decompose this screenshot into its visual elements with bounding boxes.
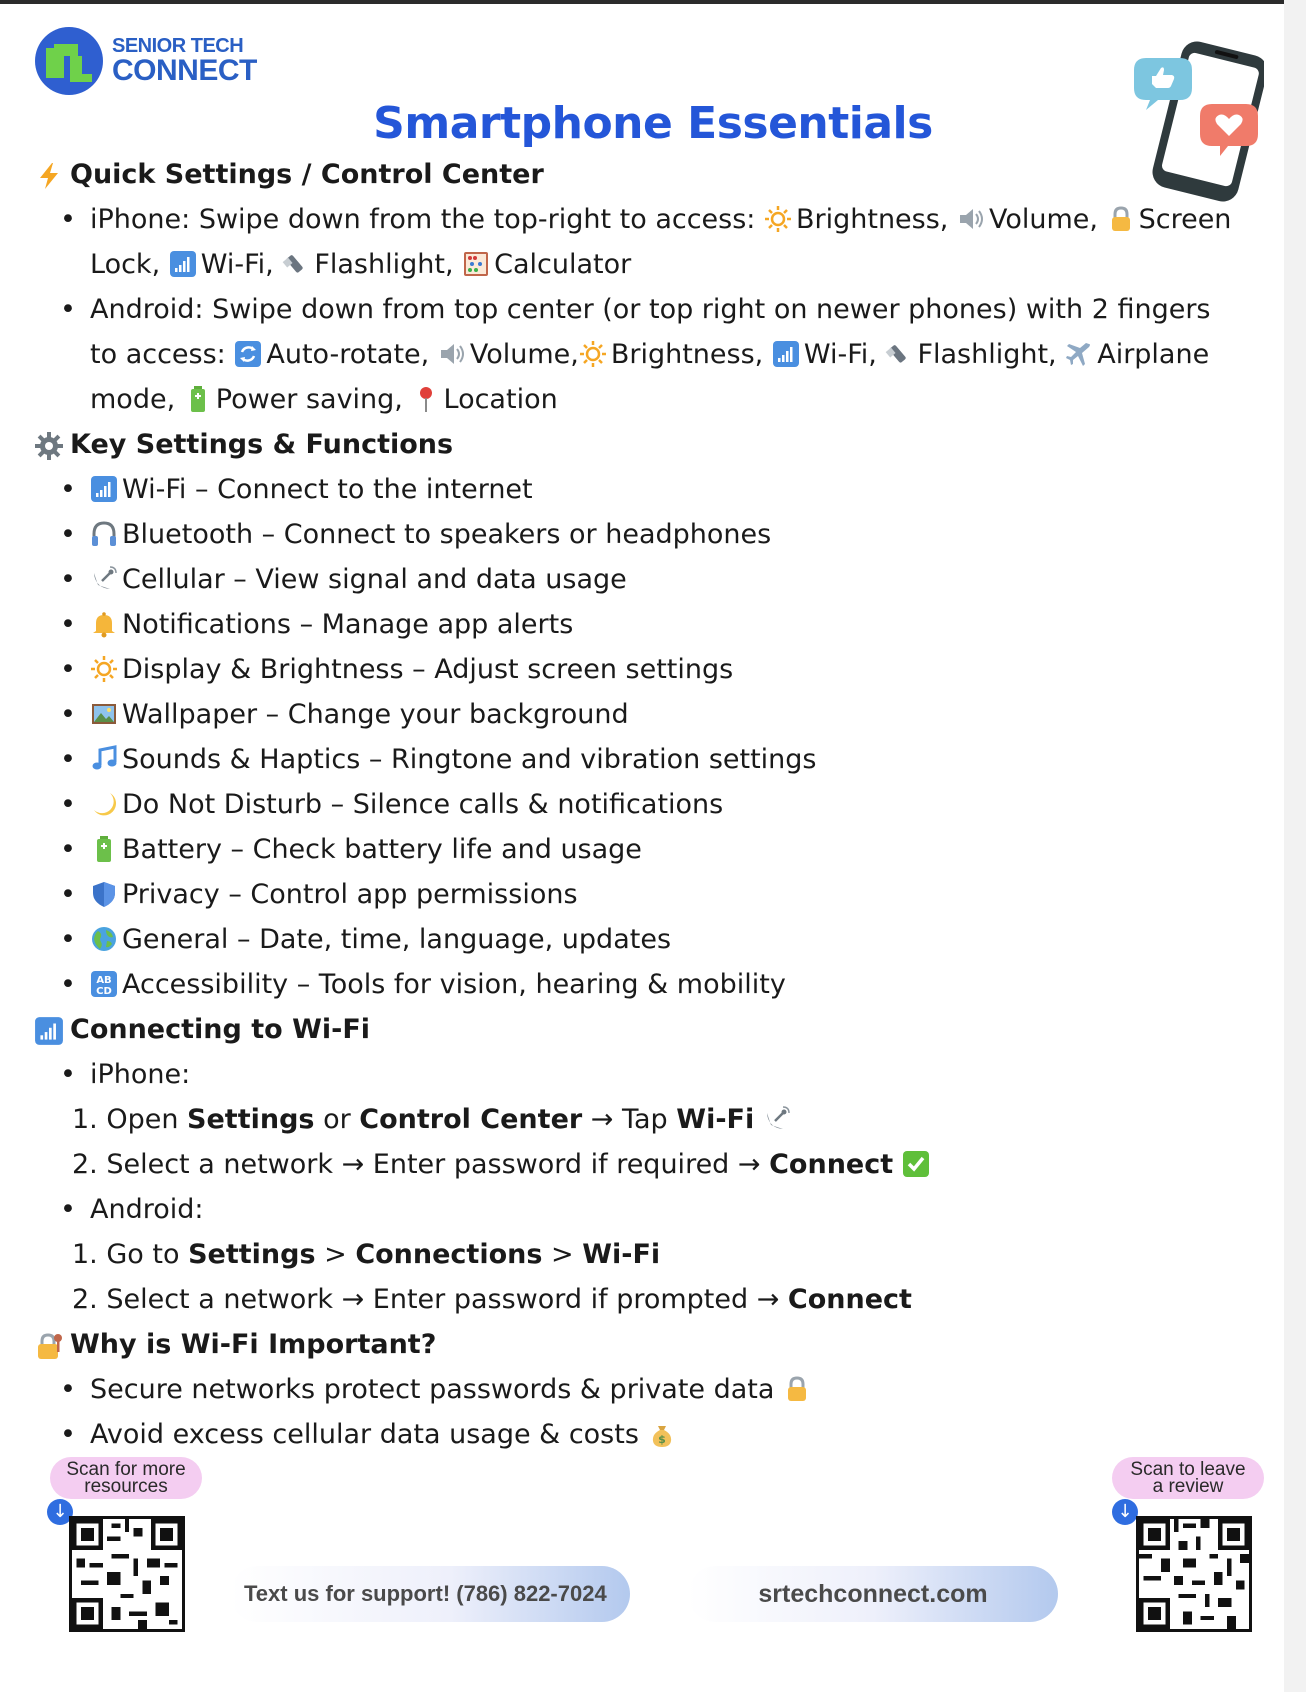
key-list-item [34,692,1234,737]
quick-item-text: Brightness, [795,204,949,235]
key-item-text: Wallpaper – Change your background [122,699,629,730]
quick-item-text: Power saving, [215,384,403,415]
scan-resources-label: Scan for more resources [50,1457,202,1499]
qr-code-resources[interactable] [69,1516,185,1632]
key-list-item [34,872,1234,917]
key-item-text: Cellular – View signal and data usage [122,564,627,595]
section-heading-text: Why is Wi-Fi Important? [70,1329,437,1360]
key-list-item [34,782,1234,827]
speaker-icon [957,205,985,233]
key-list-item [34,917,1234,962]
wifi-icon [34,1015,64,1045]
why-list-item [34,1367,1234,1412]
globe-icon [90,925,118,953]
step-text: > [315,1239,356,1270]
why-item-text: Secure networks protect passwords & private data [90,1374,775,1405]
bell-icon [90,610,118,638]
lock-key-icon [34,1330,64,1360]
brand-logo [34,26,257,96]
why-list-item [34,1412,1234,1457]
arrow-down-icon: ↓ [47,1499,73,1525]
quick-item-text: Screen Lock, [90,204,1232,280]
battery-icon [90,835,118,863]
step-bold: Wi-Fi [582,1239,661,1270]
step-text: or [314,1104,360,1135]
key-list-item [34,602,1234,647]
wifi-step-iphone-2 [34,1142,1234,1187]
sun-icon [764,205,792,233]
step-bold: Control Center [359,1104,583,1135]
abacus-icon [462,250,490,278]
key-list-item [34,827,1234,872]
key-item-text: Display & Brightness – Adjust screen settings [122,654,734,685]
brand-name-line1: SENIOR TECH [112,35,244,57]
lock-icon [783,1375,811,1403]
quick-item-text: Location [443,384,558,415]
picture-icon [90,700,118,728]
page-top-border [0,0,1306,4]
shield-icon [90,880,118,908]
headphones-icon [90,520,118,548]
section-heading-why-wifi [34,1322,1234,1367]
step-bold: Connect [787,1284,912,1315]
key-item-text: Accessibility – Tools for vision, hearing & mobility [122,969,786,1000]
key-list-item [34,512,1234,557]
step-text: → Tap [582,1104,677,1135]
section-heading-text: Key Settings & Functions [70,429,454,460]
section-heading-text: Quick Settings / Control Center [70,159,544,190]
gear-icon [34,430,64,460]
satellite-icon [90,565,118,593]
wifi-icon [90,475,118,503]
step-text: 1. Go to [72,1239,189,1270]
page-right-gutter [1284,0,1306,1692]
key-list-item [34,467,1234,512]
step-bold: Settings [187,1104,315,1135]
key-item-text: Sounds & Haptics – Ringtone and vibration settings [122,744,817,775]
support-phone-banner[interactable]: Text us for support! (786) 822-7024 [230,1566,630,1622]
step-bold: Connect [769,1149,894,1180]
step-text: > [542,1239,583,1270]
list-item-android-quick [34,287,1234,422]
brand-name-line2: CONNECT [112,54,257,87]
location-pin-icon [412,385,440,413]
page-title: Smartphone Essentials [373,98,933,149]
section-heading-text: Connecting to Wi-Fi [70,1014,371,1045]
airplane-icon [1065,340,1093,368]
step-bold: Wi-Fi [676,1104,755,1135]
key-item-text: Privacy – Control app permissions [122,879,578,910]
quick-item-text: Airplane mode, [90,339,1210,415]
qr-code-review[interactable] [1136,1516,1252,1632]
why-item-text: Avoid excess cellular data usage & costs [90,1419,639,1450]
quick-item-text: Brightness, [610,339,764,370]
website-link[interactable]: srtechconnect.com [688,1566,1058,1622]
quick-item-text: Auto-rotate, [266,339,430,370]
svg-text:$: $ [657,1433,666,1446]
svg-text:CD: CD [96,986,112,997]
quick-item-text: Calculator [494,249,632,280]
quick-item-text: Flashlight, [917,339,1057,370]
key-item-text: Notifications – Manage app alerts [122,609,574,640]
wifi-platform-android: • Android: [34,1187,1234,1232]
check-icon [902,1150,930,1178]
arrow-down-icon: ↓ [1112,1499,1138,1525]
quick-item-text: Wi-Fi, [200,249,274,280]
satellite-icon [763,1105,791,1133]
scan-review-label: Scan to leave a review [1112,1457,1264,1499]
section-heading-quick-settings [34,152,1234,197]
quick-item-text: Wi-Fi, [803,339,877,370]
key-item-text: Do Not Disturb – Silence calls & notifications [122,789,724,820]
key-list-item [34,557,1234,602]
quick-item-text: Volume, [469,339,579,370]
step-bold: Settings [188,1239,316,1270]
section-heading-key-settings [34,422,1234,467]
wifi-platform-iphone: • iPhone: [34,1052,1234,1097]
step-text: 1. Open [72,1104,188,1135]
sun-icon [90,655,118,683]
lightning-icon [34,160,64,190]
wifi-step-android-2 [34,1277,1234,1322]
lock-icon [1107,205,1135,233]
battery-icon [184,385,212,413]
key-list-item [34,647,1234,692]
section-heading-connecting-wifi [34,1007,1234,1052]
list-item-iphone-quick [34,197,1234,287]
iphone-quick-lead: iPhone: Swipe down from the top-right to access: [90,204,756,235]
wifi-icon [169,250,197,278]
step-bold: Connections [355,1239,543,1270]
step-text: 2. Select a network → Enter password if required → [72,1149,770,1180]
step-text: 2. Select a network → Enter password if prompted → [72,1284,788,1315]
moon-icon [90,790,118,818]
content-body [34,152,1234,1457]
key-item-text: General – Date, time, language, updates [122,924,672,955]
android-quick-lead: Android: Swipe down from top center (or top right on newer phones) with 2 fingers to access: [90,294,1211,370]
quick-item-text: Volume, [988,204,1098,235]
key-item-text: Battery – Check battery life and usage [122,834,642,865]
qr-block-review [1112,1457,1272,1499]
svg-text:AB: • AB [96,975,112,986]
quick-item-text: Flashlight, [314,249,454,280]
music-icon [90,745,118,773]
key-list-item [34,737,1234,782]
wifi-step-iphone-1 [34,1097,1234,1142]
wifi-icon [772,340,800,368]
sun-icon [579,340,607,368]
rotate-icon [234,340,262,368]
wifi-step-android-1 [34,1232,1234,1277]
abcd-icon [90,970,118,998]
qr-block-resources [50,1457,210,1499]
key-item-text: Wi-Fi – Connect to the internet [122,474,533,505]
flashlight-icon [885,340,913,368]
key-item-text: Bluetooth – Connect to speakers or headphones [122,519,772,550]
brand-logo-icon [34,26,104,96]
speaker-icon [438,340,466,368]
key-list-item [34,962,1234,1007]
money-bag-icon [648,1420,676,1448]
flashlight-icon [282,250,310,278]
